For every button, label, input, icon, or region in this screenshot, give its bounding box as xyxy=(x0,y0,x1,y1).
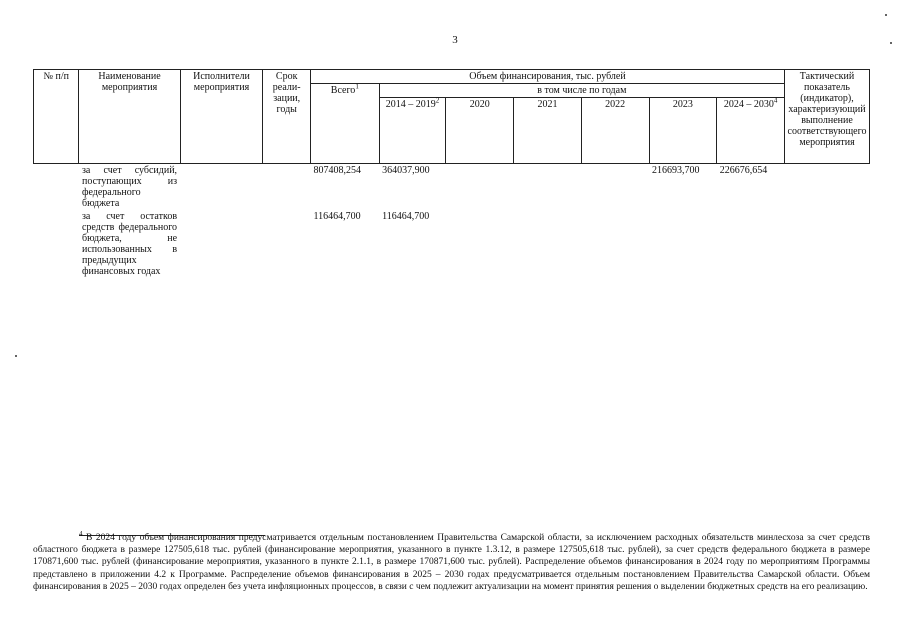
row-total: 807408,254 xyxy=(313,165,361,176)
header-executors: Исполнители мероприятия xyxy=(180,70,263,164)
scan-speck xyxy=(885,14,887,16)
page-number: 3 xyxy=(452,34,458,46)
row-2014-2019: 364037,900 xyxy=(382,165,430,176)
scan-speck xyxy=(15,355,17,357)
row-2020 xyxy=(446,164,514,211)
header-year-2023: 2023 xyxy=(649,98,717,164)
footnote-marker: 4 xyxy=(79,529,83,538)
row-name: за счет остатков средств федерального бюджета, не использованных в предыдущих финансовых годах xyxy=(81,211,178,277)
scan-speck xyxy=(890,42,892,44)
header-term: Срок реали-зации, годы xyxy=(263,70,311,164)
header-total: Всего$^1$ xyxy=(310,84,379,164)
row-2022 xyxy=(581,164,649,211)
row-2021 xyxy=(514,210,582,290)
financing-table xyxy=(33,69,870,290)
header-indicator: Тактический показатель (индикатор), характеризующий выполнение соответствующего мероприятия xyxy=(785,70,870,164)
row-2022 xyxy=(581,210,649,290)
header-year-2021: 2021 xyxy=(514,98,582,164)
table-row xyxy=(34,210,870,290)
row-2020 xyxy=(446,210,514,290)
header-year-2020: 2020 xyxy=(446,98,514,164)
row-2023: 216693,700 xyxy=(652,165,700,176)
header-by-years: в том числе по годам xyxy=(379,84,784,98)
footnote xyxy=(33,529,871,593)
header-year-2022: 2022 xyxy=(581,98,649,164)
row-2024-2030 xyxy=(717,210,785,290)
row-total: 116464,700 xyxy=(313,211,361,222)
table-row xyxy=(34,164,870,211)
header-year-2024-2030: 2024 – 2030$^4$ xyxy=(717,98,785,164)
footnote-text: В 2024 году объем финансирования предусматривается отдельным постановлением Правительства Самарской области, за исключением расходных обязательств минлесхоза за счет средств областного бюджета в размере 127505,618 тыс. рублей (финансирование мероприятия, указанного в пункте 1.3.12, в размере 127505,618 тыс. рублей), за счет средств федерального бюджета в размере 170871,600 тыс. рублей (финансирование мероприятия, указанного в пункте 2.1.1, в размере 170871,600 тыс. рублей). Распределение объемов финансирования в 2024 году по мероприятиям Программы представлено в приложении 4.2 к Программе. Распределение объемов финансирования в 2025 – 2030 годах предусматривается отдельным постановлением Правительства Самарской области. Объем финансирования в 2025 – 2030 годах определен без учета инфляционных процессов, в связи с чем подлежит актуализации на момент принятия решения о выделении бюджетных средств на его реализацию. xyxy=(33,533,871,592)
row-2024-2030: 226676,654 xyxy=(719,165,768,176)
header-funding-group: Объем финансирования, тыс. рублей xyxy=(310,70,784,84)
header-no: № п/п xyxy=(34,70,79,164)
header-year-2014-2019: 2014 – 2019$^2$ xyxy=(379,98,446,164)
header-name: Наименование мероприятия xyxy=(79,70,180,164)
row-name: за счет субсидий, поступающих из федерального бюджета xyxy=(81,165,178,209)
row-2023 xyxy=(649,210,717,290)
row-2021 xyxy=(514,164,582,211)
row-2014-2019: 116464,700 xyxy=(382,211,430,222)
